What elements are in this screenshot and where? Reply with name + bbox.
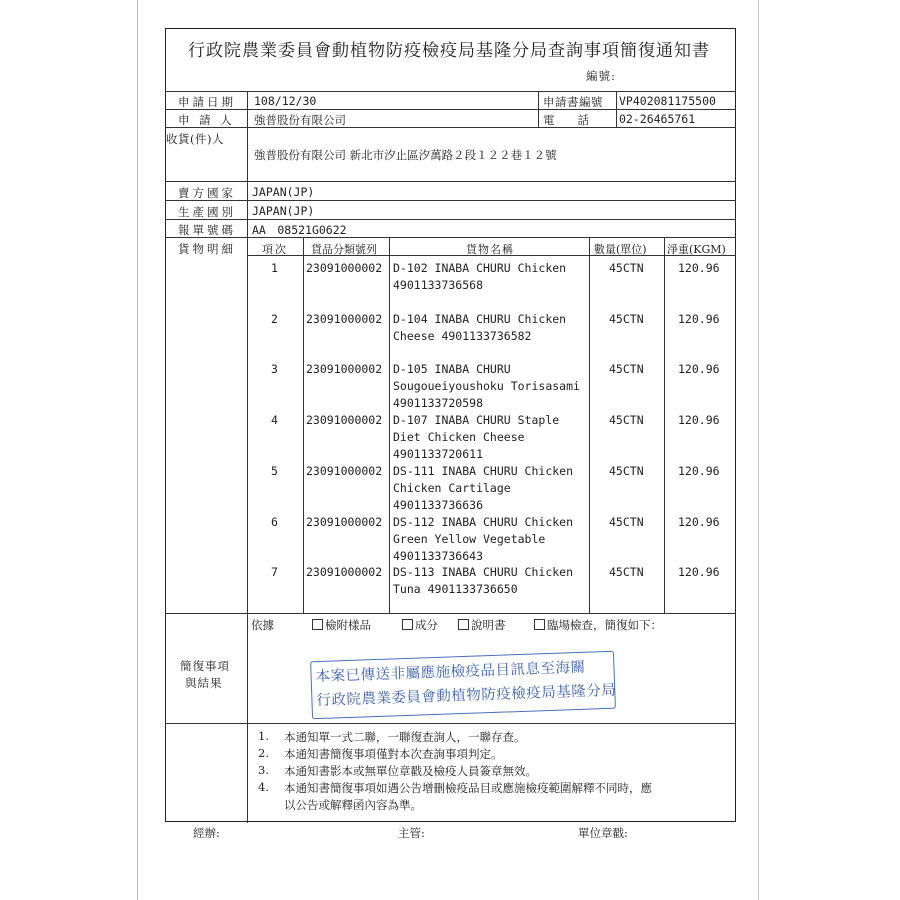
- row-goods-name: Cheese 4901133736582: [393, 328, 532, 343]
- rule: [247, 91, 248, 823]
- row-hs-code: 23091000002: [306, 261, 383, 275]
- checkbox-ingredients[interactable]: [402, 617, 438, 633]
- row-number: 6: [271, 514, 278, 529]
- rule: [165, 109, 736, 110]
- checkbox-label: 說明書: [471, 618, 506, 632]
- stamp-line1: 本案已傳送非屬應施檢疫品目訊息至海關: [315, 659, 586, 686]
- rule: [389, 237, 390, 613]
- row-goods-name: D-104 INABA CHURU Chicken: [393, 311, 567, 326]
- row-goods-name: D-105 INABA CHURU: [393, 362, 511, 377]
- rule: [165, 91, 736, 92]
- row-net-weight: 120.96: [678, 261, 720, 275]
- rule: [165, 237, 736, 238]
- row-goods-name: DS-112 INABA CHURU Chicken: [393, 514, 574, 529]
- col-header-no: 項次: [262, 243, 288, 256]
- stamp-line2: 行政院農業委員會動植物防疫檢疫局基隆分局: [316, 682, 617, 710]
- supervisor-label: 主管:: [398, 826, 425, 840]
- rule: [589, 237, 590, 613]
- reply-label-line2: 與結果: [185, 676, 223, 690]
- form-no-value: VP402081175500: [619, 94, 716, 108]
- seller-country-label: 賣方國家: [178, 186, 236, 200]
- row-hs-code: 23091000002: [306, 565, 383, 580]
- applicant-label: 申 請 人: [178, 113, 235, 127]
- row-hs-code: 23091000002: [306, 413, 383, 428]
- row-net-weight: 120.96: [678, 311, 720, 326]
- row-hs-code: 23091000002: [306, 362, 383, 377]
- note-text: 本通知單一式二聯，一聯復查詢人，一聯存查。: [284, 730, 526, 744]
- checkbox-icon: [312, 619, 323, 630]
- row-quantity: 45CTN: [609, 362, 644, 377]
- row-hs-code: 23091000002: [306, 463, 383, 478]
- note-text-continued: 以公告或解釋函內容為準。: [284, 798, 422, 812]
- checkbox-label: 檢附樣品: [325, 618, 371, 632]
- phone-label: 電 話: [543, 113, 589, 127]
- row-number: 1: [271, 261, 278, 275]
- row-goods-name: Chicken Cartilage: [393, 480, 511, 495]
- note-text: 本通知書簡復事項僅對本次查詢事項判定。: [284, 747, 503, 761]
- handler-label: 經辦:: [193, 826, 220, 840]
- rule: [165, 219, 736, 220]
- rule: [664, 237, 665, 613]
- row-goods-name: D-107 INABA CHURU Staple: [393, 413, 560, 428]
- col-header-qty: 數量(單位): [594, 243, 647, 256]
- origin-value: JAPAN(JP): [252, 204, 315, 218]
- row-quantity: 45CTN: [609, 261, 644, 275]
- note-text: 本通知書簡復事項如遇公告增刪檢疫品目或應施檢疫範圍解釋不同時，應: [284, 781, 652, 795]
- basis-label: 依據: [251, 618, 274, 632]
- row-net-weight: 120.96: [678, 362, 720, 377]
- rule: [165, 613, 736, 614]
- checkbox-label: 臨場檢查，簡復如下：: [547, 618, 662, 632]
- row-goods-name: D-102 INABA CHURU Chicken: [393, 261, 567, 275]
- reply-label-line1: 簡復事項: [180, 659, 230, 673]
- row-net-weight: 120.96: [678, 514, 720, 529]
- row-goods-name: 4901133736636: [393, 497, 484, 512]
- official-stamp: [310, 651, 616, 720]
- rule: [165, 200, 736, 201]
- apply-date-value: 108/12/30: [254, 94, 317, 108]
- checkbox-icon: [534, 619, 545, 630]
- row-net-weight: 120.96: [678, 565, 720, 580]
- checkbox-onsite[interactable]: [534, 617, 662, 633]
- goods-label: 貨物明細: [178, 242, 236, 256]
- rule: [538, 91, 539, 127]
- note-number: 2.: [258, 746, 269, 760]
- row-goods-name: Green Yellow Vegetable: [393, 531, 546, 546]
- row-quantity: 45CTN: [609, 311, 644, 326]
- rule: [303, 237, 304, 613]
- row-goods-name: Sougoueiyoushoku Torisasami: [393, 379, 580, 394]
- note-text: 本通知書影本或無單位章戳及檢疫人員簽章無效。: [284, 764, 537, 778]
- row-net-weight: 120.96: [678, 413, 720, 428]
- row-hs-code: 23091000002: [306, 514, 383, 529]
- row-quantity: 45CTN: [609, 413, 644, 428]
- row-number: 2: [271, 311, 278, 326]
- checkbox-icon: [458, 619, 469, 630]
- apply-date-label: 申請日期: [178, 95, 236, 109]
- note-number: 4.: [258, 780, 269, 794]
- checkbox-manual[interactable]: [458, 617, 506, 633]
- col-header-name: 貨物名稱: [466, 243, 514, 256]
- phone-value: 02-26465761: [619, 112, 696, 126]
- col-header-code: 貨品分類號列: [311, 243, 377, 256]
- checkbox-icon: [402, 619, 413, 630]
- note-number: 1.: [258, 729, 269, 743]
- row-goods-name: DS-111 INABA CHURU Chicken: [393, 463, 574, 478]
- row-quantity: 45CTN: [609, 514, 644, 529]
- form-no-label: 申請書編號: [543, 95, 603, 109]
- row-goods-name: Diet Chicken Cheese: [393, 430, 525, 445]
- row-goods-name: DS-113 INABA CHURU Chicken: [393, 565, 574, 580]
- consignee-value: 強普股份有限公司 新北市汐止區汐萬路２段１２２巷１２號: [254, 148, 557, 162]
- document-title: 行政院農業委員會動植物防疫檢疫局基隆分局查詢事項簡復通知書: [188, 41, 710, 61]
- rule: [165, 723, 736, 724]
- rule: [165, 181, 736, 182]
- row-goods-name: 4901133736568: [393, 278, 484, 292]
- row-number: 5: [271, 463, 278, 478]
- unit-stamp-label: 單位章戳:: [578, 826, 628, 840]
- row-goods-name: 4901133736643: [393, 548, 484, 563]
- row-goods-name: 4901133720611: [393, 447, 484, 462]
- declaration-label: 報單號碼: [178, 223, 236, 237]
- row-quantity: 45CTN: [609, 463, 644, 478]
- serial-label: 編號:: [586, 69, 616, 83]
- consignee-label: 收貨(件)人: [166, 132, 224, 146]
- row-net-weight: 120.96: [678, 463, 720, 478]
- rule: [165, 127, 736, 128]
- row-hs-code: 23091000002: [306, 311, 383, 326]
- seller-country-value: JAPAN(JP): [252, 185, 315, 199]
- checkbox-sample[interactable]: [312, 617, 371, 633]
- rule: [616, 91, 617, 127]
- row-goods-name: Tuna 4901133736650: [393, 582, 518, 597]
- applicant-value: 強普股份有限公司: [254, 113, 346, 127]
- row-goods-name: 4901133720598: [393, 396, 484, 411]
- col-header-weight: 淨重(KGM): [667, 243, 726, 256]
- row-number: 7: [271, 565, 278, 580]
- note-number: 3.: [258, 763, 269, 777]
- row-number: 4: [271, 413, 278, 428]
- origin-label: 生產國別: [178, 205, 236, 219]
- declaration-value: AA 08521G0622: [252, 223, 347, 237]
- row-number: 3: [271, 362, 278, 377]
- checkbox-label: 成分: [415, 618, 438, 632]
- row-quantity: 45CTN: [609, 565, 644, 580]
